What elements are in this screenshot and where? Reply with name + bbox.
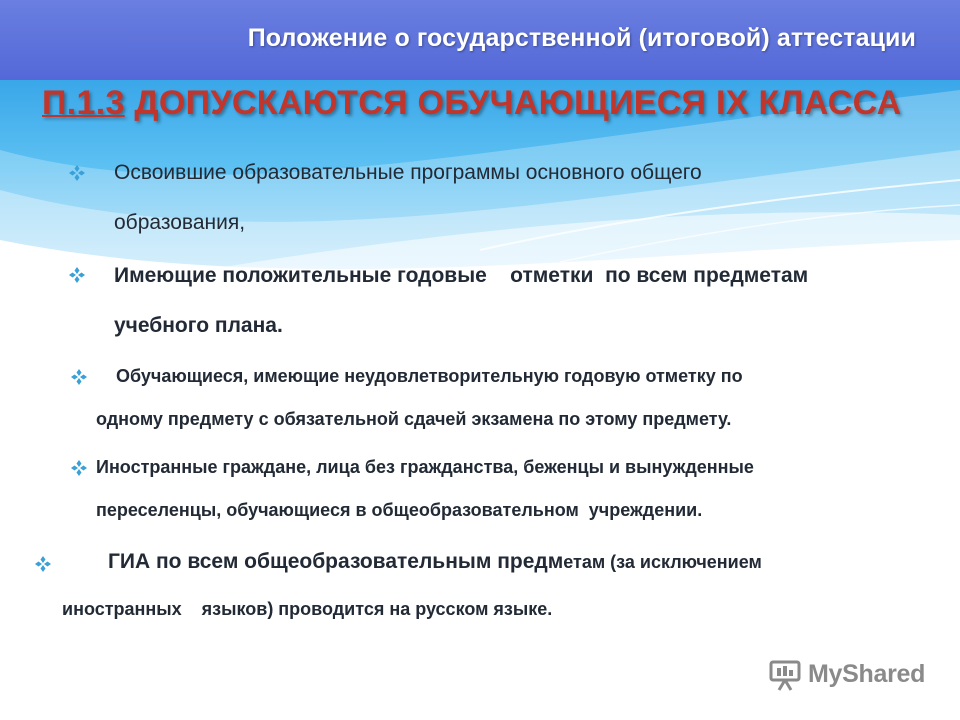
section-heading: ДОПУСКАЮТСЯ ОБУЧАЮЩИЕСЯ IX КЛАССА (134, 84, 902, 122)
section-title (42, 84, 901, 123)
diamond-bullet-icon (70, 368, 88, 386)
watermark-text: MyShared (808, 660, 926, 688)
note-text-small: етам (за исключением (563, 552, 762, 572)
section-number: П.1.3 (42, 84, 125, 122)
item-line: учебного плана. (114, 314, 283, 337)
presentation-board-icon (768, 658, 802, 692)
item-line: одному предмету с обязательной сдачей экзамена по этому предмету. (96, 409, 732, 429)
item-line: образования, (114, 211, 246, 234)
diamond-bullet-icon (68, 164, 86, 182)
item-line: Иностранные граждане, лица без гражданства, беженцы и вынужденные (96, 457, 754, 477)
note-line: иностранных языков) проводится на русском языке. (62, 599, 553, 619)
diamond-bullet-icon (34, 555, 52, 573)
diamond-bullet-icon (70, 459, 88, 477)
item-line: переселенцы, обучающиеся в общеобразовательном учреждении. (96, 500, 703, 520)
note-text-large: ГИА по всем общеобразовательным предм (108, 550, 564, 573)
header-title: Положение о государственной (итоговой) аттестации (247, 24, 916, 52)
item-line: Имеющие положительные годовые отметки по всем предметам (114, 264, 809, 287)
diamond-bullet-icon (68, 266, 86, 284)
item-line: Освоившие образовательные программы основного общего (114, 161, 702, 184)
myshared-logo (768, 656, 928, 694)
item-line: Обучающиеся, имеющие неудовлетворительную годовую отметку по (116, 366, 743, 386)
note-line (108, 550, 762, 574)
